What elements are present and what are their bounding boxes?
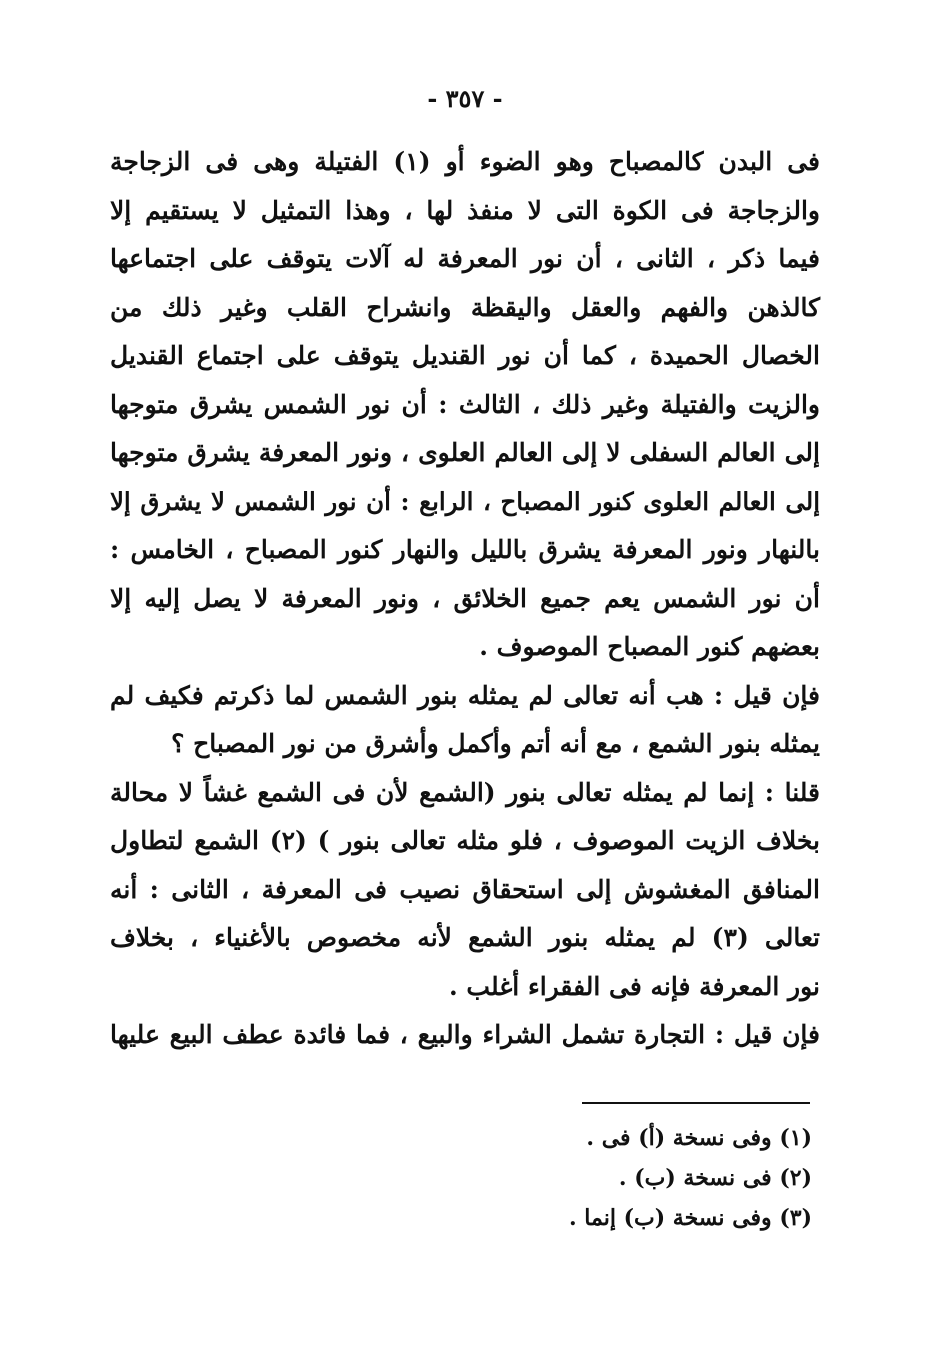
main-text — [110, 138, 820, 1060]
text-line: إلى العالم السفلى لا إلى العالم العلوى ، ونور المعرفة يشرق متوجها — [110, 438, 820, 467]
text-line: والزجاجة فى الكوة التى لا منفذ لها ، وهذا التمثيل لا يستقيم إلا — [110, 195, 820, 225]
page-number: - ٣٥٧ - — [427, 84, 503, 113]
footnote: (٢) فى نسخة (ب) . — [618, 1165, 812, 1191]
text-line: تعالى (٣) لم يمثله بنور الشمع لأنه مخصوص بالأغنياء ، بخلاف — [110, 923, 821, 952]
text-line: كالذهن والفهم والعقل واليقظة وانشراح القلب وغير ذلك من — [110, 292, 820, 322]
text-line: المنافق المغشوش إلى استحقاق نصيب فى المعرفة ، الثانى : أنه — [110, 874, 820, 904]
footnote-divider — [582, 1102, 810, 1104]
text-line: فيما ذكر ، الثانى ، أن نور المعرفة له آلات يتوقف على اجتماعها — [110, 244, 820, 273]
footnote: (٣) وفى نسخة (ب) إنما . — [568, 1205, 812, 1231]
text-line: والزيت والفتيلة وغير ذلك ، الثالث : أن نور الشمس يشرق متوجها — [110, 389, 820, 419]
footnotes — [312, 1118, 812, 1238]
text-line: أن نور الشمس يعم جميع الخلائق ، ونور المعرفة لا يصل إليه إلا — [110, 583, 820, 613]
text-line: بخلاف الزيت الموصوف ، فلو مثله تعالى بنور ) (٢) الشمع لتطاول — [110, 826, 820, 855]
text-line: نور المعرفة فإنه فى الفقراء أغلب . — [448, 971, 820, 1001]
text-line: يمثله بنور الشمع ، مع أنه أتم وأكمل وأشرق من نور المصباح ؟ — [171, 729, 820, 758]
text-line: إلى العالم العلوى كنور المصباح ، الرابع : أن نور الشمس لا يشرق إلا — [110, 486, 820, 516]
text-line: فإن قيل : التجارة تشمل الشراء والبيع ، فما فائدة عطف البيع عليها — [110, 1020, 820, 1049]
text-line: بالنهار ونور المعرفة يشرق بالليل والنهار كنور المصباح ، الخامس : — [110, 535, 820, 564]
footnote: (١) وفى نسخة (أ) فى . — [586, 1125, 812, 1151]
text-line: بعضهم كنور المصباح الموصوف . — [479, 632, 820, 661]
text-line: فإن قيل : هب أنه تعالى لم يمثله بنور الشمس لما ذكرتم فكيف لم — [110, 680, 820, 710]
text-line: الخصال الحميدة ، كما أن نور القنديل يتوقف على اجتماع القنديل — [110, 341, 820, 370]
text-line: فى البدن كالمصباح وهو الضوء أو (١) الفتيلة وهى فى الزجاجة — [110, 147, 820, 176]
text-line: قلنا : إنما لم يمثله تعالى بنور (الشمع لأن فى الشمع غشاً لا محالة — [110, 777, 820, 807]
